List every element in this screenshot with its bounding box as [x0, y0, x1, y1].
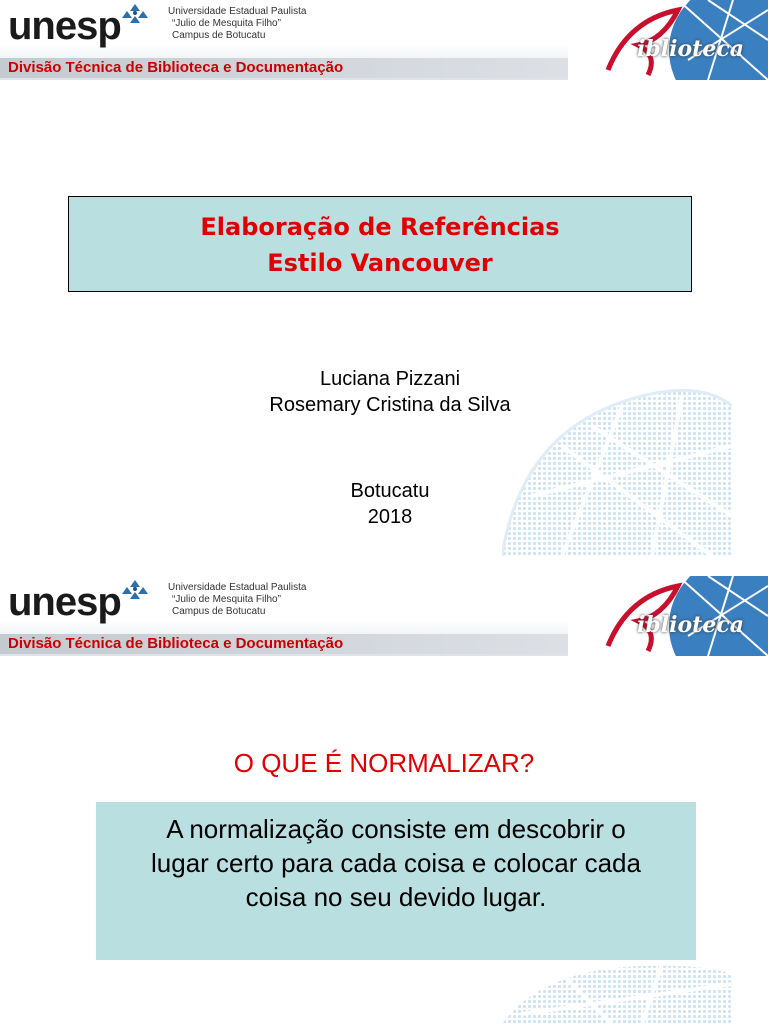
division-banner: Divisão Técnica de Biblioteca e Documentação — [0, 634, 588, 654]
definition-line: lugar certo para cada coisa e colocar cada — [151, 848, 641, 878]
author-name: Rosemary Cristina da Silva — [269, 394, 511, 416]
division-banner: Divisão Técnica de Biblioteca e Documentação — [0, 58, 588, 78]
unesp-logo: unesp — [8, 4, 121, 48]
presentation-subtitle: Estilo Vancouver — [267, 249, 493, 277]
unesp-emblem-icon — [120, 578, 150, 606]
university-honorific: “Julio de Mesquita Filho” — [172, 18, 281, 29]
university-name: Universidade Estadual Paulista — [168, 6, 307, 17]
unesp-emblem-icon — [120, 2, 150, 30]
university-name: Universidade Estadual Paulista — [168, 582, 307, 593]
decorative-globe-icon — [502, 964, 732, 1024]
biblioteca-brand-text: iblioteca — [637, 612, 744, 638]
campus-name: Campus de Botucatu — [172, 30, 266, 41]
university-honorific: “Julio de Mesquita Filho” — [172, 594, 281, 605]
university-info — [168, 6, 306, 42]
presentation-title: Elaboração de Referências — [200, 213, 560, 241]
university-info — [168, 582, 306, 618]
slide-header — [0, 0, 768, 80]
decorative-globe-icon — [502, 386, 732, 556]
biblioteca-brand-text: iblioteca — [637, 36, 744, 62]
title-box — [68, 196, 692, 292]
definition-box — [96, 802, 696, 960]
question-heading: O QUE É NORMALIZAR? — [233, 748, 535, 778]
city: Botucatu — [350, 480, 430, 502]
campus-name: Campus de Botucatu — [172, 606, 266, 617]
unesp-logo: unesp — [8, 580, 121, 624]
slide-2 — [0, 576, 768, 1024]
definition-line: coisa no seu devido lugar. — [245, 882, 547, 912]
slide-header — [0, 576, 768, 656]
author-name: Luciana Pizzani — [319, 368, 461, 390]
year: 2018 — [367, 506, 413, 528]
definition-line: A normalização consiste em descobrir o — [166, 814, 626, 844]
